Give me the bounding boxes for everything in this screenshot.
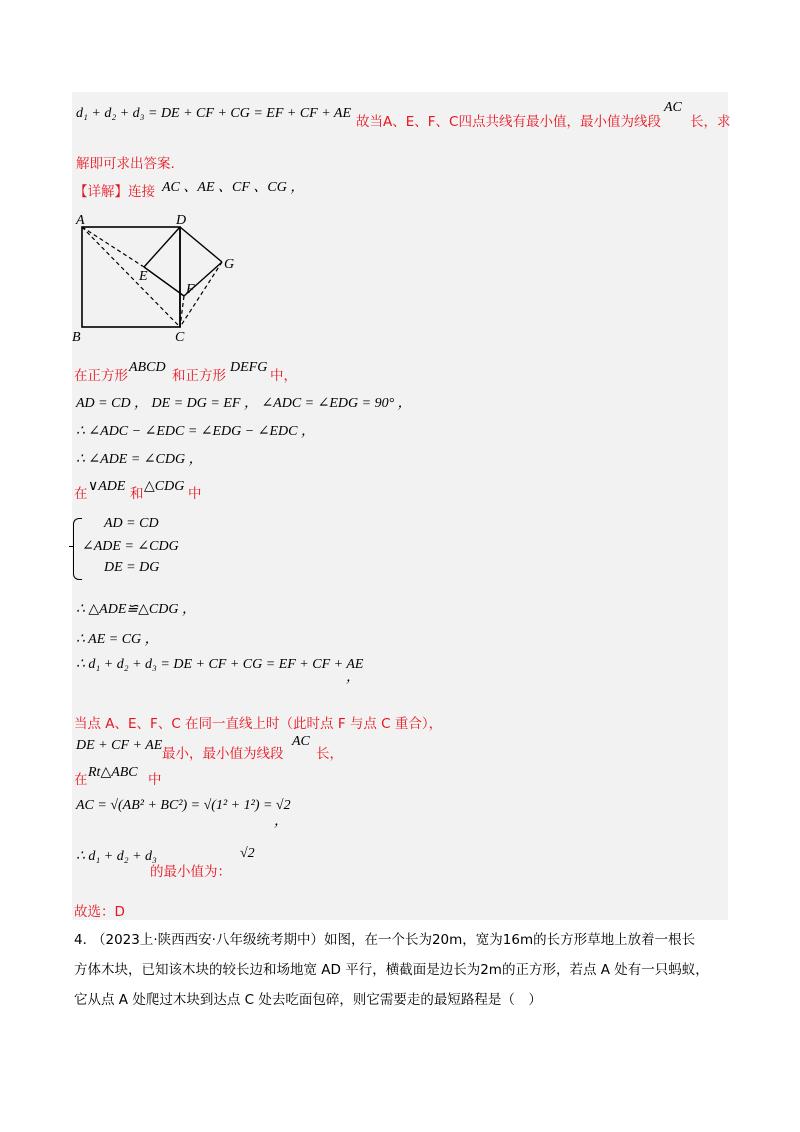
brace-eq-1: AD = CD — [104, 516, 159, 531]
triangle-ade: ∨ADE — [88, 479, 126, 494]
point-g-label: G — [224, 257, 235, 272]
square-defg-label: DEFG — [230, 360, 268, 375]
s1-prefix: 在正方形 — [74, 368, 128, 384]
congruence: ∴ △ADE≌△CDG ， — [76, 602, 196, 617]
min-value-label: 的最小值为： — [150, 864, 231, 880]
connect-segments: AC 、AE 、CF 、CG ， — [162, 180, 305, 195]
length-text: 长， — [316, 746, 343, 762]
s5-suffix: 中 — [188, 486, 202, 502]
question-number: 4． — [74, 932, 97, 948]
s11-prefix: 在 — [74, 772, 88, 788]
s11-suffix: 中 — [148, 772, 162, 788]
dashed-segments — [82, 227, 222, 327]
square-abcd-label: ABCD — [129, 360, 166, 375]
sum-equation-2: ∴ d₁ + d₂ + d₃ = DE + CF + CG = EF + CF + AE — [76, 657, 364, 672]
s5-and: 和 — [130, 486, 144, 502]
right-triangle-abc: Rt△ABC — [88, 765, 138, 780]
sum-d: ∴ d₁ + d₂ + d₃ — [76, 849, 157, 864]
min-value: √2 — [240, 846, 255, 861]
min-condition-end: 长，求 — [690, 114, 731, 130]
brace-eq-2: ∠ADE = ∠CDG — [82, 539, 179, 554]
given-equalities: AD = CD ， DE = DG = EF ， ∠ADC = ∠EDG = 90° ， — [76, 396, 412, 411]
point-a-label: A — [76, 213, 85, 228]
segment-ac-label: AC — [664, 100, 682, 115]
brace-eq-3: DE = DG — [104, 560, 160, 575]
comma-2: ， — [274, 814, 288, 829]
answer-choice: 故选：D — [74, 904, 125, 920]
angle-subtraction: ∴ ∠ADC − ∠EDC = ∠EDG − ∠EDC ， — [76, 424, 315, 439]
point-c-label: C — [175, 330, 185, 345]
s1-and: 和正方形 — [172, 368, 226, 384]
question-line-3: 它从点 A 处爬过木块到达点 C 处去吃面包碎，则它需要走的最短路程是（ ） — [74, 992, 542, 1008]
square-defg — [144, 227, 222, 296]
min-condition-text: 故当A、E、F、C四点共线有最小值，最小值为线段 — [356, 114, 661, 130]
s1-suffix: 中， — [270, 368, 297, 384]
pythagorean-calc: AC = √(AB² + BC²) = √(1² + 1²) = √2 — [76, 798, 291, 813]
comma: ， — [346, 670, 360, 685]
solve-hint: 解即可求出答案. — [76, 156, 175, 172]
collinear-condition: 当点 A、E、F、C 在同一直线上时（此时点 F 与点 C 重合）， — [74, 716, 443, 732]
ae-equals-cg: ∴ AE = CG ， — [76, 632, 159, 647]
point-f-label: F — [186, 282, 195, 297]
detail-label: 【详解】连接 — [74, 184, 155, 200]
de-cf-ae: DE + CF + AE — [76, 738, 163, 753]
question-line-1: （2023上·陕西西安·八年级统考期中）如图，在一个长为20m，宽为16m的长方形草地上放着一根长 — [92, 932, 696, 948]
sum-equation: d₁ + d₂ + d₃ = DE + CF + CG = EF + CF + AE — [76, 106, 352, 121]
point-b-label: B — [72, 330, 81, 345]
brace — [73, 518, 82, 580]
point-e-label: E — [139, 269, 148, 284]
min-text: 最小，最小值为线段 — [162, 746, 284, 762]
angle-equal: ∴ ∠ADE = ∠CDG ， — [76, 452, 203, 467]
question-line-2: 方体木块，已知该木块的较长边和场地宽 AD 平行，横截面是边长为2m的正方形，若点 A 处有一只蚂蚁， — [74, 962, 709, 978]
triangle-cdg: △CDG — [144, 479, 185, 494]
geometry-figure — [72, 210, 252, 345]
segment-ac-label-2: AC — [292, 734, 310, 749]
s5-prefix: 在 — [74, 486, 88, 502]
point-d-label: D — [176, 213, 187, 228]
